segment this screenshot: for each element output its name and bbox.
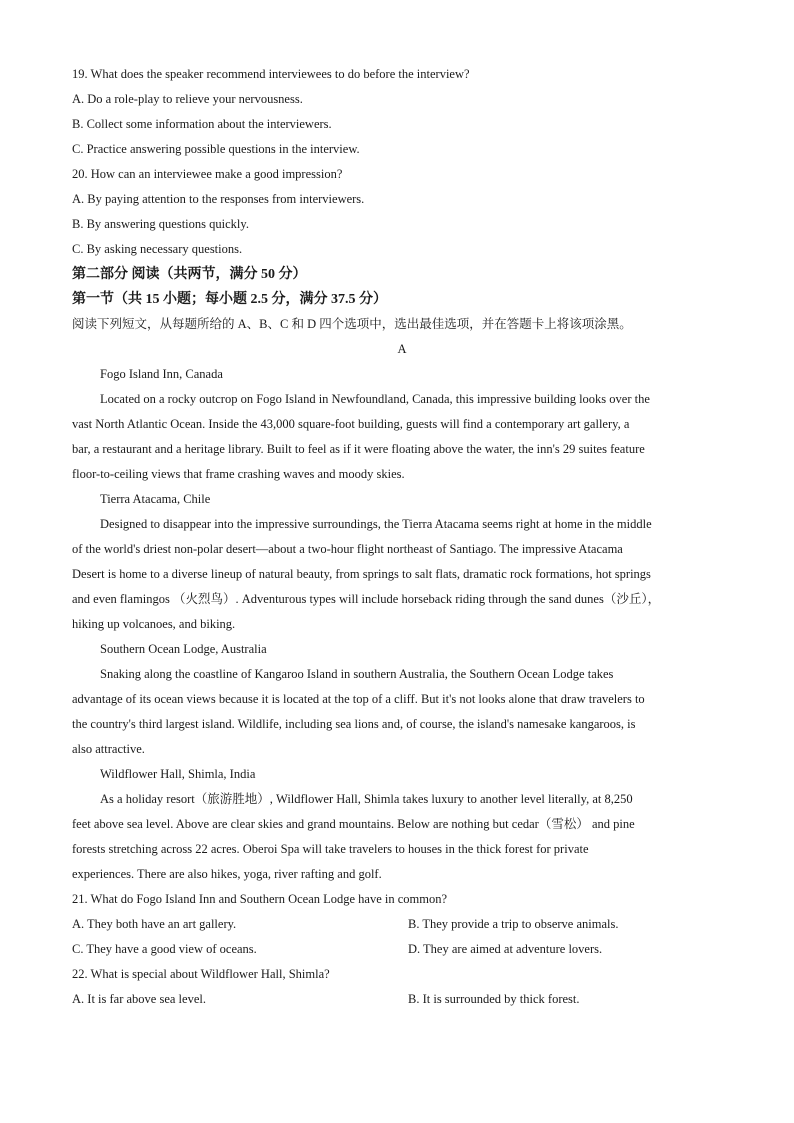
passage-line: the country's third largest island. Wildlife, including sea lions and, of course, the island's namesake kangaroos, is (72, 717, 636, 731)
q21-option-d: D. They are aimed at adventure lovers. (408, 942, 603, 956)
passage-line: hiking up volcanoes, and biking. (72, 617, 236, 631)
passage-line: and even flamingos （火烈鸟）. Adventurous types will include horseback riding through the sand dunes（沙丘）， (72, 592, 661, 606)
q22-options-row-1 (72, 987, 732, 1012)
part-heading: 第二部分 阅读（共两节，满分 50 分） (72, 267, 307, 282)
q19-option-b: B. Collect some information about the interviewers. (72, 117, 332, 131)
q19-option-c: C. Practice answering possible questions in the interview. (72, 142, 360, 156)
q20-option-c: C. By asking necessary questions. (72, 242, 243, 256)
passage-line: advantage of its ocean views because it is located at the top of a cliff. But it's not looks alone that draw travelers to (72, 692, 645, 706)
q21-option-a: A. They both have an art gallery. (72, 917, 237, 931)
passage-line: floor-to-ceiling views that frame crashing waves and moody skies. (72, 467, 405, 481)
question-19: 19. What does the speaker recommend interviewees to do before the interview? (72, 67, 470, 81)
section-heading: 第一节（共 15 小题；每小题 2.5 分，满分 37.5 分） (72, 292, 387, 307)
passage-line: As a holiday resort（旅游胜地）, Wildflower Hall, Shimla takes luxury to another level literally, at 8,250 (100, 792, 633, 806)
passage-line: Snaking along the coastline of Kangaroo Island in southern Australia, the Southern Ocean Lodge takes (100, 667, 614, 681)
q21-options-row-2 (72, 937, 732, 962)
q22-option-a: A. It is far above sea level. (72, 992, 206, 1006)
passage-line: forests stretching across 22 acres. Oberoi Spa will take travelers to houses in the thick forest for private (72, 842, 589, 856)
q21-option-c: C. They have a good view of oceans. (72, 942, 257, 956)
place-title: Wildflower Hall, Shimla, India (100, 767, 256, 781)
passage-label: A (397, 342, 407, 356)
passage-line: bar, a restaurant and a heritage library. Built to feel as if it were floating above the water, the inn's 29 suites feature (72, 442, 645, 456)
passage-line: Desert is home to a diverse lineup of natural beauty, from springs to salt flats, dramatic rock formations, hot springs (72, 567, 651, 581)
question-21: 21. What do Fogo Island Inn and Southern Ocean Lodge have in common? (72, 892, 448, 906)
q22-option-b: B. It is surrounded by thick forest. (408, 992, 580, 1006)
q19-option-a: A. Do a role-play to relieve your nervousness. (72, 92, 303, 106)
passage-line: of the world's driest non-polar desert—about a two-hour flight northeast of Santiago. The impressive Atacama (72, 542, 623, 556)
passage-line: also attractive. (72, 742, 145, 756)
passage-line: vast North Atlantic Ocean. Inside the 43,000 square-foot building, guests will find a contemporary art gallery, a (72, 417, 630, 431)
q21-options-row-1 (72, 912, 732, 937)
question-22: 22. What is special about Wildflower Hall, Shimla? (72, 967, 330, 981)
q20-option-a: A. By paying attention to the responses from interviewers. (72, 192, 365, 206)
q20-option-b: B. By answering questions quickly. (72, 217, 249, 231)
question-20: 20. How can an interviewee make a good impression? (72, 167, 343, 181)
passage-line: experiences. There are also hikes, yoga, river rafting and golf. (72, 867, 382, 881)
instructions: 阅读下列短文，从每题所给的 A、B、C 和 D 四个选项中，选出最佳选项，并在答题卡上将该项涂黑。 (72, 317, 632, 331)
passage-line: feet above sea level. Above are clear skies and grand mountains. Below are nothing but cedar（雪松） and pine (72, 817, 635, 831)
place-title: Fogo Island Inn, Canada (100, 367, 223, 381)
q21-option-b: B. They provide a trip to observe animals. (408, 917, 619, 931)
exam-page (72, 62, 732, 1012)
passage-line: Designed to disappear into the impressive surroundings, the Tierra Atacama seems right at home in the middle (100, 517, 652, 531)
place-title: Tierra Atacama, Chile (100, 492, 211, 506)
place-title: Southern Ocean Lodge, Australia (100, 642, 267, 656)
passage-line: Located on a rocky outcrop on Fogo Island in Newfoundland, Canada, this impressive building looks over the (100, 392, 650, 406)
